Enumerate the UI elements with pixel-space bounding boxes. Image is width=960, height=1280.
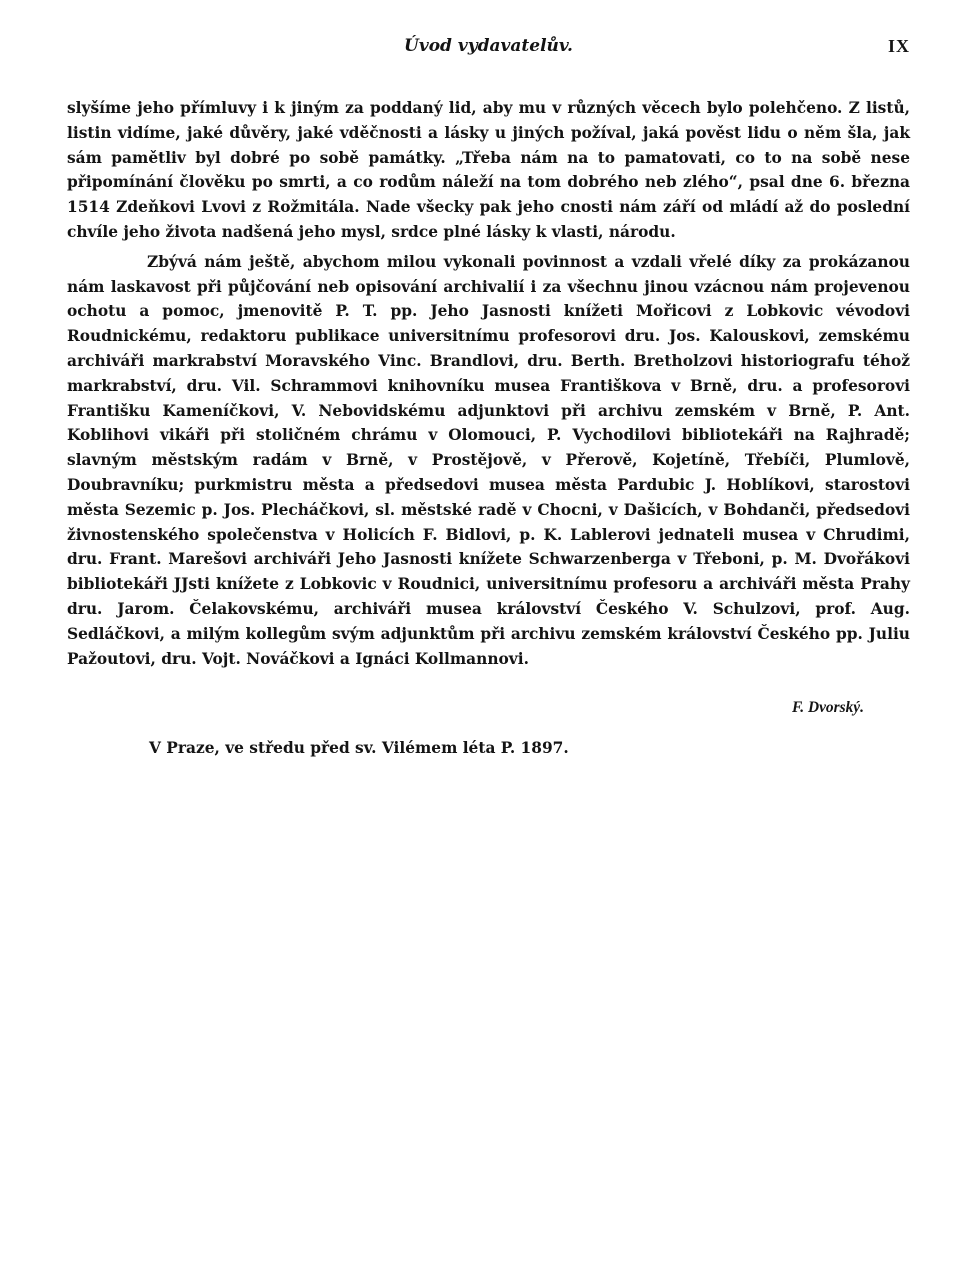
paragraph-acknowledgements: Zbývá nám ještě, abychom milou vykonali povinnost a vzdali vřelé díky za prokázanou nám laskavost při půjčování neb opisování archivalií i za všechnu jinou vzácnou nám projevenou ochotu a pomoc, jmenovitě P. T. pp. Jeho Jasnosti knížeti Mořicovi z Lobkovic vévodovi Roudnickému, redaktoru publikace universitnímu profesorovi dru. Jos. Kalouskovi, zemskému archiváři markrabství Moravského Vinc. Brandlovi, dru. Berth. Bretholzovi historiografu téhož markrabství, dru. Vil. Schrammovi knihovníku musea Františkova v Brně, dru. a profesorovi Františku Kameníčkovi, V. Nebovidskému adjunktovi při archivu zemském v Brně, P. Ant. Koblihovi vikáři při stoličném chrámu v Olomouci, P. Vychodilovi bibliotekáři na Rajhradě; slavným městským radám v Brně, v Prostějově, v Přerově, Kojetíně, Třebíči, Plumlově, Doubravníku; purkmistru města a předsedovi musea města Pardubic J. Hoblíkovi, starostovi města Sezemic p. Jos. Plecháčkovi, sl. městské radě v Chocni, v Dašicích, v Bohdanči, předsedovi živnostenského společenstva v Holicích F. Bidlovi, p. K. Lablerovi jednateli musea v Chrudimi, dru. Frant. Marešovi archiváři Jeho Jasnosti knížete Schwarzenberga v Třeboni, p. M. Dvořákovi bibliotekáři JJsti knížete z Lobkovic v Roudnici, universitnímu profesoru a archiváři města Prahy dru. Jarom. Čelakovskému, archiváři musea království Českého V. Schulzovi, prof. Aug. Sedláčkovi, a milým kollegům svým adjunktům při archivu zemském království Českého pp. Juliu Pažoutovi, dru. Vojt. Nováčkovi a Ignáci Kollmannovi. <box>67 252 910 668</box>
body-text <box>67 96 910 671</box>
running-head <box>67 36 910 76</box>
dateline: V Praze, ve středu před sv. Vilémem léta P. 1897. <box>149 739 569 758</box>
running-title: Úvod vydavatelův. <box>404 36 573 56</box>
page-number: IX <box>887 36 910 56</box>
paragraph-continuation: slyšíme jeho přímluvy i k jiným za poddaný lid, aby mu v různých věcech bylo polehčeno. Z listů, listin vidíme, jaké důvěry, jaké vděčnosti a lásky u jiných požíval, jaká pověst lidu o něm šla, jak sám pamětliv byl dobré po sobě památky. „Třeba nám na to pamatovati, co to na sobě nese připomínání člověku po smrti, a co rodům náleží na tom dobrého neb zlého“, psal dne 6. března 1514 Zdeňkovi Lvovi z Rožmitála. Nade všecky pak jeho cnosti nám září od mládí až do poslední chvíle jeho života nadšená jeho mysl, srdce plné lásky k vlasti, národu. <box>67 99 910 241</box>
book-page <box>67 36 910 1256</box>
author-signature: F. Dvorský. <box>792 699 864 717</box>
